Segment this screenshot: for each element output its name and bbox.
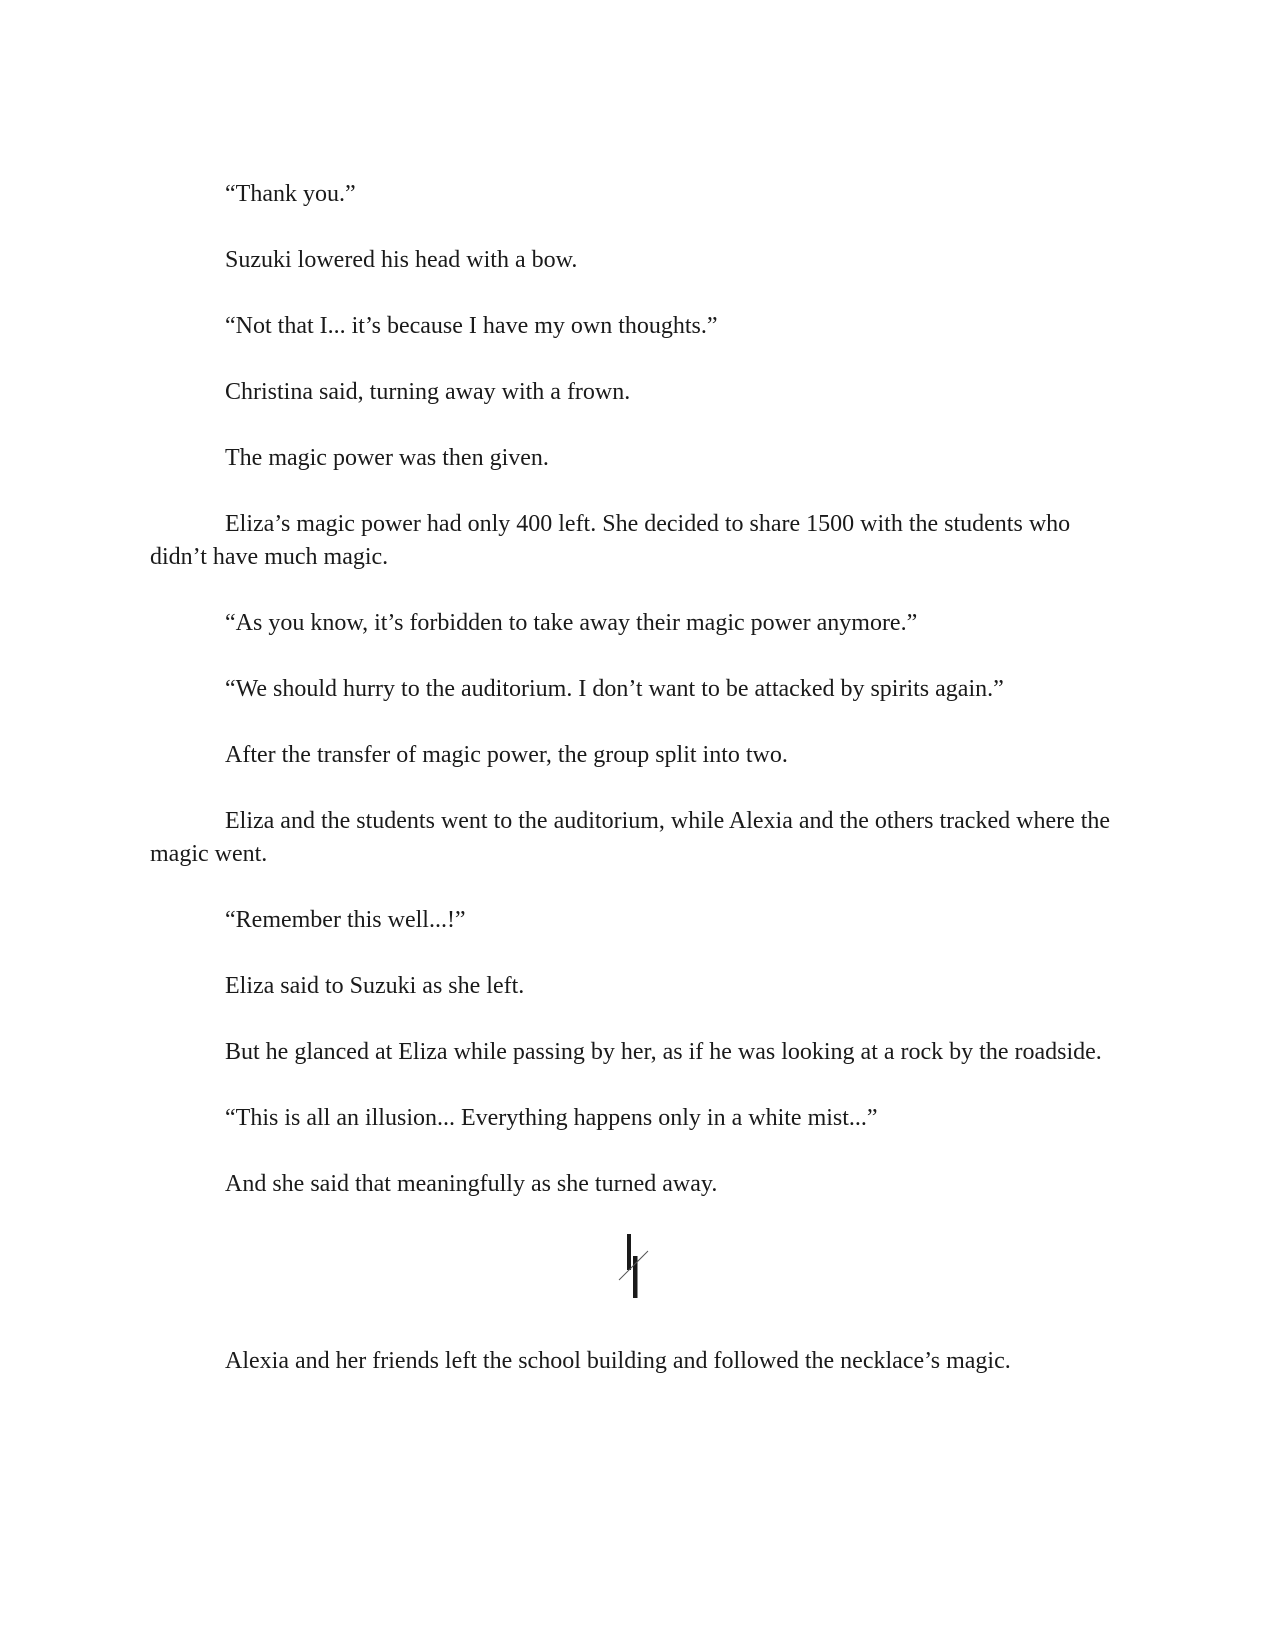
- paragraph: Eliza’s magic power had only 400 left. She decided to share 1500 with the students who didn’t have much magic.: [150, 511, 1071, 570]
- sword-divider-icon: [618, 1234, 658, 1298]
- paragraph: After the transfer of magic power, the group split into two.: [225, 742, 788, 768]
- paragraph: Christina said, turning away with a frown.: [225, 379, 631, 405]
- paragraph: “Remember this well...!”: [225, 907, 466, 933]
- paragraph: “Thank you.”: [225, 181, 356, 207]
- paragraph: Eliza and the students went to the auditorium, while Alexia and the others tracked where the magic went.: [150, 808, 1111, 867]
- paragraph: And she said that meaningfully as she turned away.: [225, 1171, 718, 1197]
- paragraph: The magic power was then given.: [225, 445, 549, 471]
- paragraph: “Not that I... it’s because I have my own thoughts.”: [225, 313, 718, 339]
- paragraph: Eliza said to Suzuki as she left.: [225, 973, 525, 999]
- scene-break: [150, 1234, 1130, 1298]
- paragraph: “As you know, it’s forbidden to take away their magic power anymore.”: [225, 610, 918, 636]
- paragraph: Suzuki lowered his head with a bow.: [225, 247, 578, 273]
- paragraph: Alexia and her friends left the school building and followed the necklace’s magic.: [225, 1348, 1011, 1374]
- paragraph: But he glanced at Eliza while passing by her, as if he was looking at a rock by the roadside.: [225, 1039, 1102, 1065]
- paragraph: “This is all an illusion... Everything happens only in a white mist...”: [225, 1105, 878, 1131]
- paragraph: “We should hurry to the auditorium. I don’t want to be attacked by spirits again.”: [225, 676, 1004, 702]
- body-text: [150, 178, 1130, 1411]
